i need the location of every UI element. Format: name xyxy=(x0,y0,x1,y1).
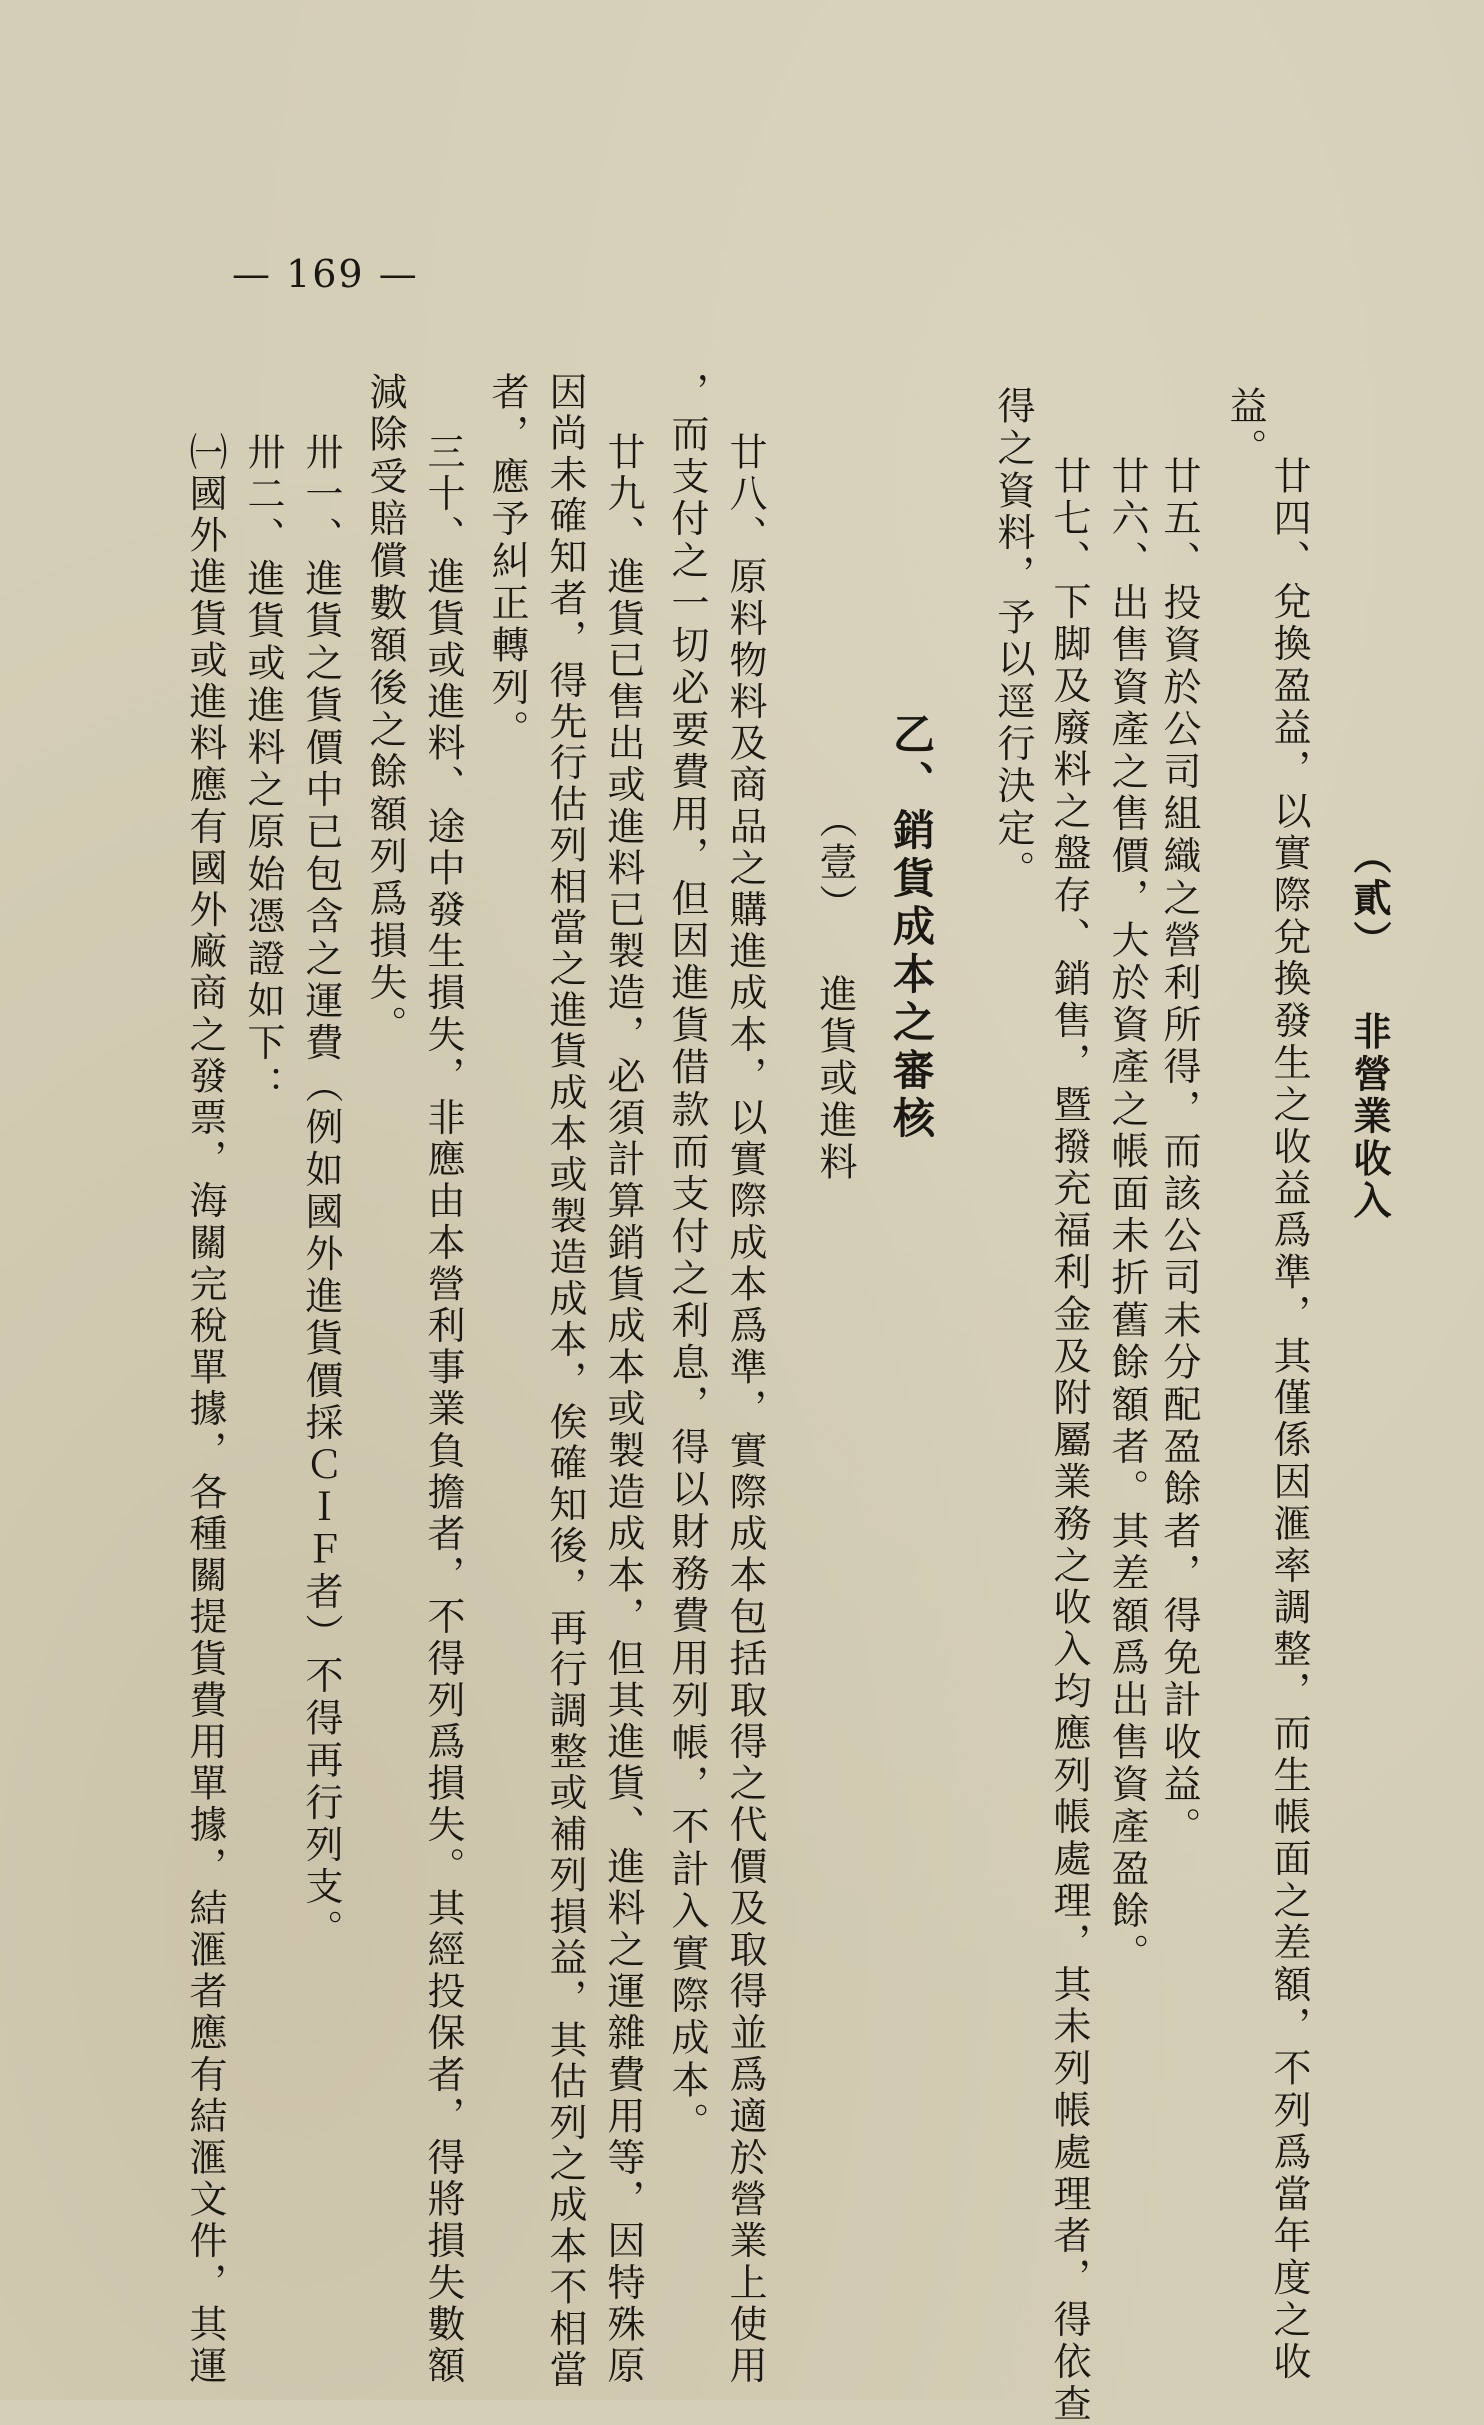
text-line: 卅一、進貨之貨價中已包含之運費（例如國外進貨價採ＣＩＦ者）不得再行列支。 xyxy=(299,432,343,1952)
text-line: 廿七、下脚及廢料之盤存、銷售，暨撥充福利金及附屬業務之收入均應列帳處理，其未列帳處理者，得依查 xyxy=(1047,456,1091,2425)
text-line: 卅二、進貨或進料之原始憑證如下： xyxy=(241,432,285,1108)
text-line: 益。 xyxy=(1223,386,1267,471)
text-line: 三十、進貨或進料、途中發生損失，非應由本營利事業負擔者，不得列爲損失。其經投保者，得將損失數額 xyxy=(421,432,465,2388)
section-heading: （貳） 非營業收入 xyxy=(1347,836,1392,1223)
text-line: 廿八、原料物料及商品之購進成本，以實際成本爲準，實際成本包括取得之代價及取得並爲適於營業上使用 xyxy=(723,432,767,2388)
text-line: 者，應予糾正轉列。 xyxy=(485,372,529,752)
text-line: 廿六、出售資產之售價，大於資產之帳面未折舊餘額者。其差額爲出售資產盈餘。 xyxy=(1105,456,1149,1976)
chapter-heading: 乙、銷貨成本之審核 xyxy=(887,712,936,1144)
text-line: 廿四、兌換盈益，以實際兌換發生之收益爲準，其僅係因滙率調整，而生帳面之差額，不列爲當年度之收 xyxy=(1267,456,1311,2384)
text-line: 減除受賠償數額後之餘額列爲損失。 xyxy=(363,372,407,1048)
text-line: 因尚未確知者，得先行估列相當之進貨成本或製造成本，俟確知後，再行調整或補列損益，其估列之成本不相當 xyxy=(543,372,587,2391)
text-line: 得之資料，予以逕行決定。 xyxy=(991,386,1035,893)
text-line: 廿九、進貨已售出或進料已製造，必須計算銷貨成本或製造成本，但其進貨、進料之運雜費用等，因特殊原 xyxy=(601,432,645,2388)
sub-heading: （壹） 進貨或進料 xyxy=(813,800,857,1184)
text-line: ㈠國外進貨或進料應有國外廠商之發票，海關完稅單據，各種關提貨費用單據，結滙者應有結滙文件，其運 xyxy=(183,432,227,2388)
page-number: — 169 — xyxy=(232,252,419,296)
text-line: ，而支付之一切必要費用，但因進貨借款而支付之利息，得以財務費用列帳，不計入實際成本。 xyxy=(665,372,709,2145)
text-line: 廿五、投資於公司組織之營利所得，而該公司未分配盈餘者，得免計收益。 xyxy=(1157,456,1201,1849)
